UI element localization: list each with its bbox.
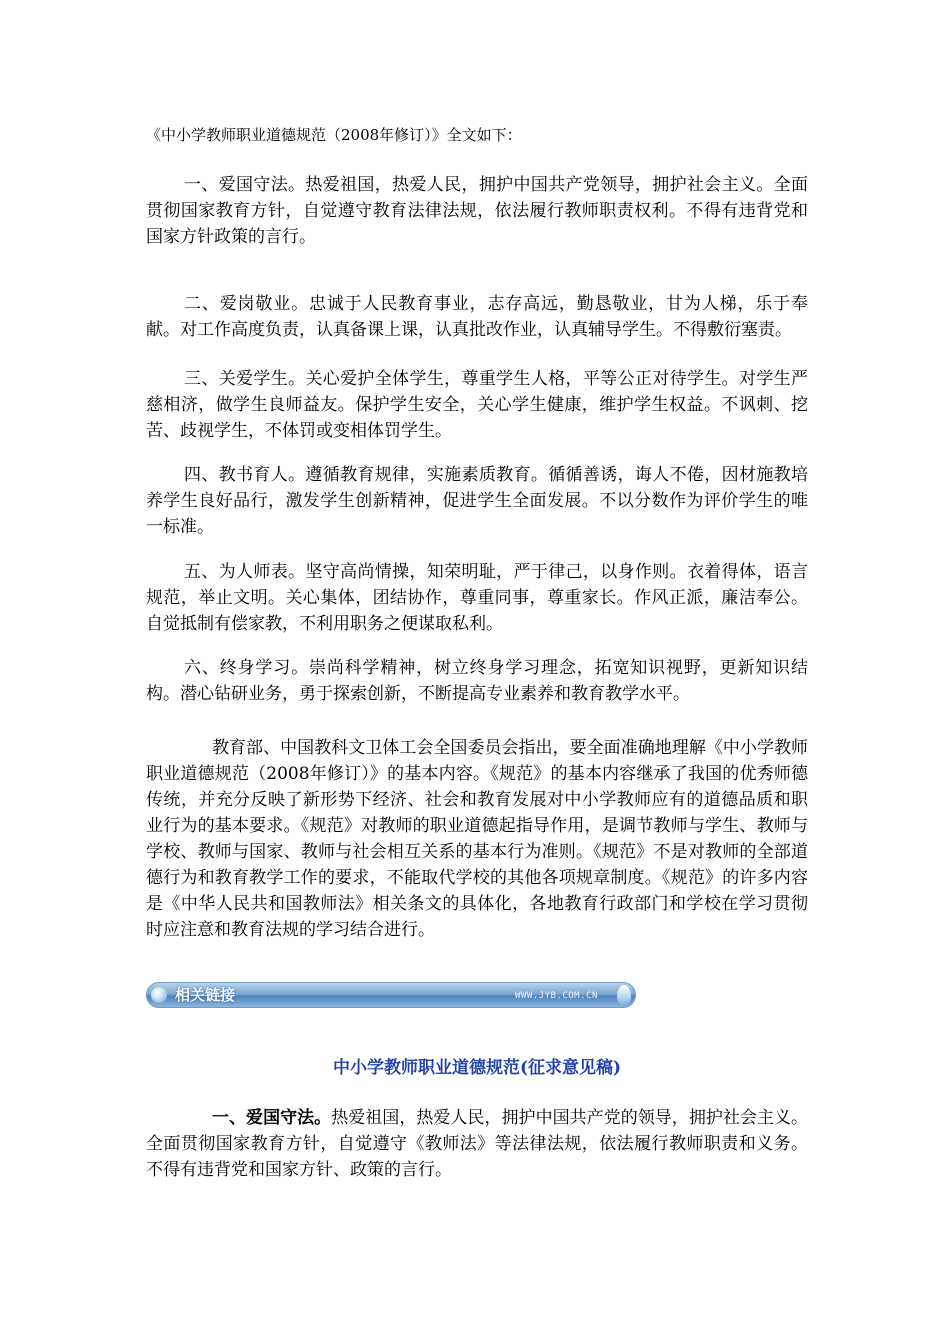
draft-article-1 [146, 1105, 808, 1183]
commentary-paragraph: 教育部、中国教科文卫体工会全国委员会指出，要全面准确地理解《中小学教师职业道德规范（2008年修订）》的基本内容。《规范》的基本内容继承了我国的优秀师德传统，并充分反映了新形势下经济、社会和教育发展对中小学教师应有的道德品质和职业行为的基本要求。《规范》对教师的职业道德起指导作用，是调节教师与学生、教师与学校、教师与国家、教师与社会相互关系的基本行为准则。《规范》不是对教师的全部道德行为和教育教学工作的要求，不能取代学校的其他各项规章制度。《规范》的许多内容是《中华人民共和国教师法》相关条文的具体化，各地教育行政部门和学校在学习贯彻时应注意和教育法规的学习结合进行。 [146, 738, 808, 940]
related-links-banner[interactable] [146, 982, 636, 1008]
article-3: 三、关爱学生。关心爱护全体学生，尊重学生人格，平等公正对待学生。对学生严慈相济，做学生良师益友。保护学生安全，关心学生健康，维护学生权益。不讽刺、挖苦、歧视学生，不体罚或变相体罚学生。 [146, 369, 808, 441]
bullet-icon [151, 987, 167, 1003]
draft-article-1-body: 热爱祖国，热爱人民，拥护中国共产党的领导，拥护社会主义。全面贯彻国家教育方针，自觉遵守《教师法》等法律法规，依法履行教师职责和义务。不得有违背党和国家方针、政策的言行。 [146, 1108, 809, 1180]
article-4: 四、教书育人。遵循教育规律，实施素质教育。循循善诱，诲人不倦，因材施教培养学生良好品行，激发学生创新精神，促进学生全面发展。不以分数作为评价学生的唯一标准。 [146, 465, 808, 537]
intro-line: 《中小学教师职业道德规范（2008年修订）》全文如下： [146, 126, 522, 144]
flame-logo-icon [617, 985, 631, 1005]
draft-article-1-heading: 一、爱国守法。 [212, 1108, 332, 1128]
article-2: 二、爱岗敬业。忠诚于人民教育事业，志存高远，勤恳敬业，甘为人梯，乐于奉献。对工作高度负责，认真备课上课，认真批改作业，认真辅导学生。不得敷衍塞责。 [146, 294, 808, 340]
article-5: 五、为人师表。坚守高尚情操，知荣明耻，严于律己，以身作则。衣着得体，语言规范，举止文明。关心集体，团结协作，尊重同事，尊重家长。作风正派，廉洁奉公。自觉抵制有偿家教，不利用职务之便谋取私利。 [146, 562, 808, 634]
banner-title: 相关链接 [175, 986, 236, 1004]
banner-url[interactable]: WWW.JYB.COM.CN [515, 991, 598, 1001]
article-6: 六、终身学习。崇尚科学精神，树立终身学习理念，拓宽知识视野，更新知识结构。潜心钻研业务，勇于探索创新，不断提高专业素养和教育教学水平。 [146, 658, 808, 704]
article-1: 一、爱国守法。热爱祖国，热爱人民，拥护中国共产党领导，拥护社会主义。全面贯彻国家教育方针，自觉遵守教育法律法规，依法履行教师职责权利。不得有违背党和国家方针政策的言行。 [146, 175, 808, 247]
draft-title[interactable]: 中小学教师职业道德规范(征求意见稿) [332, 1058, 622, 1078]
